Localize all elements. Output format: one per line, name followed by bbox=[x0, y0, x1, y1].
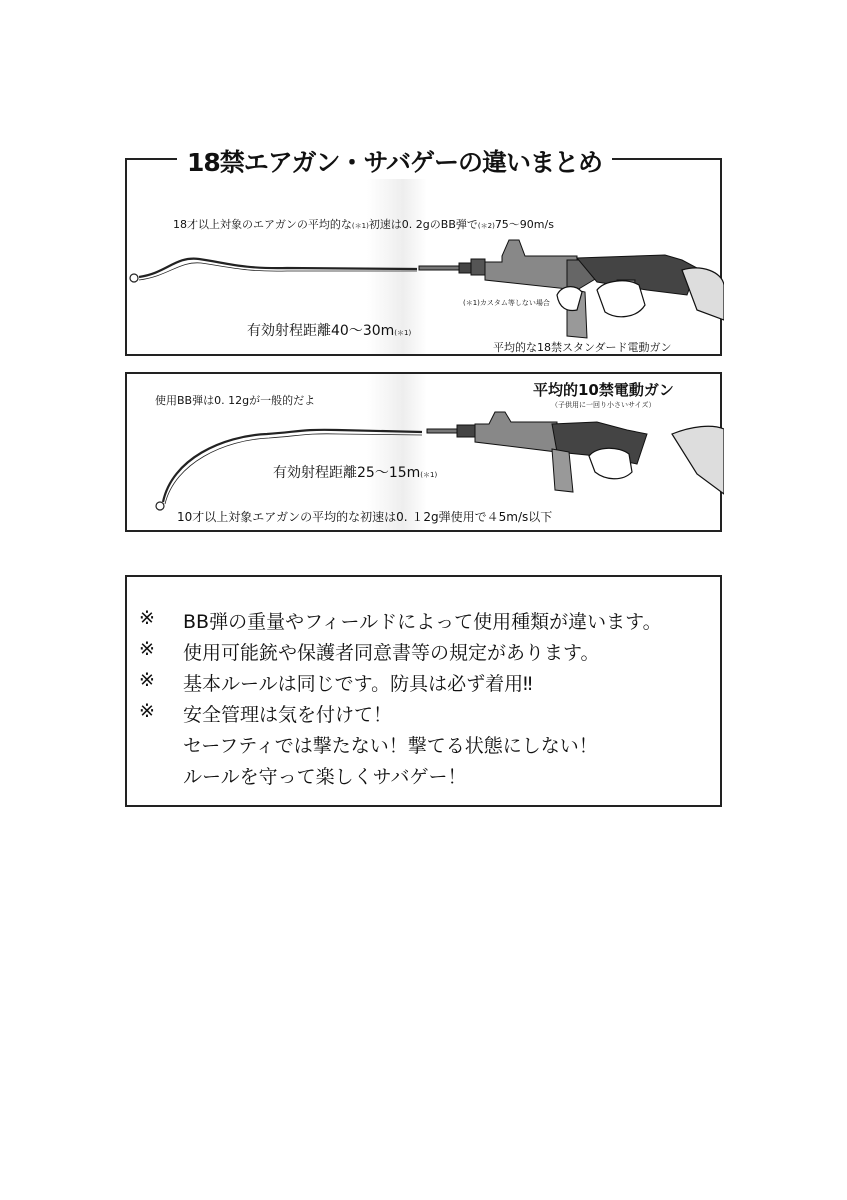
range-info bbox=[247, 320, 411, 340]
footnote-mark-1: (＊1) bbox=[351, 222, 369, 230]
note-text: 基本ルールは同じです。防具は必ず着用‼ bbox=[183, 673, 533, 695]
panel-title: 18禁エアガン・サバゲーの違いまとめ bbox=[177, 143, 612, 179]
note-text: BB弾の重量やフィールドによって使用種類が違います。 bbox=[183, 611, 662, 633]
note-text: ルールを守って楽しくサバゲー！ bbox=[183, 766, 467, 788]
footnote-mark-2: (＊2) bbox=[477, 222, 495, 230]
range-info bbox=[273, 462, 437, 482]
range-footnote: (＊1) bbox=[420, 471, 438, 479]
trajectory-line bbox=[130, 259, 417, 282]
note-mark: ※ bbox=[139, 638, 155, 660]
velocity-info bbox=[173, 216, 554, 232]
velocity-text-2: 初速は0. 2gのBB弾で bbox=[368, 218, 478, 231]
range-footnote: (＊1) bbox=[394, 329, 412, 337]
rifle-icon bbox=[419, 240, 697, 338]
junior-velocity-text: 10才以上対象エアガンの平均的な初速は0. １2g弾使用で４5m/s以下 bbox=[177, 510, 553, 524]
junior-gun-subtitle: （子供用に一回り小さいサイズ） bbox=[551, 401, 656, 409]
note-mark: ※ bbox=[139, 607, 155, 629]
note-text: 安全管理は気を付けて！ bbox=[183, 704, 393, 726]
junior-gun-title: 平均的10禁電動ガン bbox=[533, 381, 674, 399]
note-mark: ※ bbox=[139, 700, 155, 722]
velocity-text: 18才以上対象のエアガンの平均的な bbox=[173, 218, 352, 231]
notes-panel bbox=[125, 575, 722, 807]
note-text: セーフティでは撃たない！撃てる状態にしない！ bbox=[183, 735, 598, 757]
junior-airgun-panel bbox=[125, 372, 722, 532]
note-mark: ※ bbox=[139, 669, 155, 691]
range-label: 有効射程距離25〜15m bbox=[273, 465, 421, 481]
note-text: 使用可能銃や保護者同意書等の規定があります。 bbox=[183, 642, 600, 664]
bb-weight-text: 使用BB弾は0. 12gが一般的だよ bbox=[155, 394, 316, 407]
trajectory-svg-1 bbox=[127, 160, 724, 358]
range-label: 有効射程距離40〜30m bbox=[247, 323, 395, 339]
custom-note: (＊1)カスタム等しない場合 bbox=[463, 299, 550, 307]
velocity-value: 75〜90m/s bbox=[494, 218, 554, 231]
gun-caption: 平均的な18禁スタンダード電動ガン bbox=[493, 341, 672, 354]
adult-airgun-panel bbox=[125, 148, 722, 356]
